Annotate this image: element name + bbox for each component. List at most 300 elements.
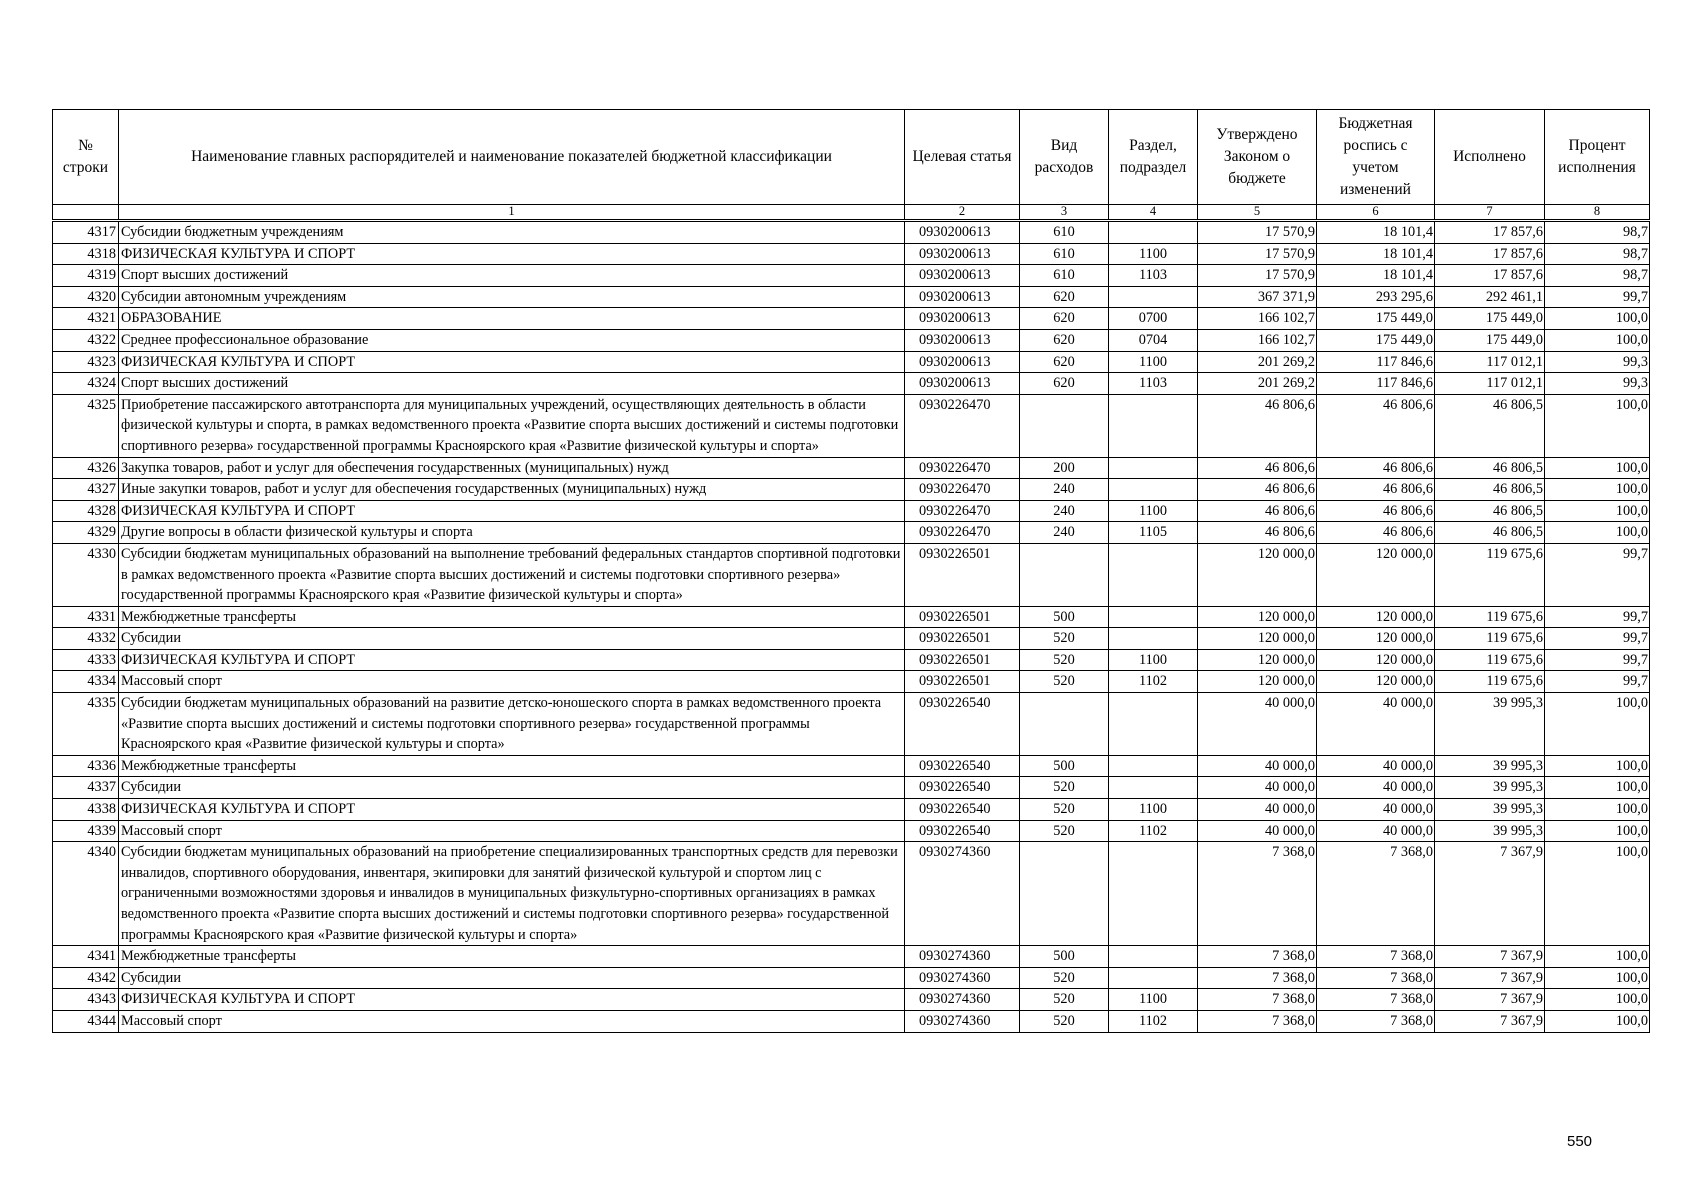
approved-amount-cell: 17 570,9 xyxy=(1198,221,1317,244)
row-name-cell: Межбюджетные трансферты xyxy=(119,755,905,777)
executed-amount-cell: 7 367,9 xyxy=(1435,989,1545,1011)
section-cell xyxy=(1109,946,1198,968)
expense-type-cell: 240 xyxy=(1020,500,1109,522)
row-number-cell: 4338 xyxy=(53,799,119,821)
approved-amount-cell: 46 806,6 xyxy=(1198,479,1317,501)
column-number-blank xyxy=(53,205,119,221)
approved-amount-cell: 201 269,2 xyxy=(1198,373,1317,395)
executed-amount-cell: 117 012,1 xyxy=(1435,351,1545,373)
approved-amount-cell: 120 000,0 xyxy=(1198,606,1317,628)
executed-amount-cell: 7 367,9 xyxy=(1435,967,1545,989)
section-cell xyxy=(1109,221,1198,244)
approved-amount-cell: 201 269,2 xyxy=(1198,351,1317,373)
expense-type-cell: 520 xyxy=(1020,649,1109,671)
schedule-amount-cell: 46 806,6 xyxy=(1317,457,1435,479)
percent-cell: 98,7 xyxy=(1545,221,1650,244)
row-name-cell: Субсидии бюджетным учреждениям xyxy=(119,221,905,244)
percent-cell: 100,0 xyxy=(1545,777,1650,799)
expense-type-cell: 520 xyxy=(1020,777,1109,799)
row-name-cell: ФИЗИЧЕСКАЯ КУЛЬТУРА И СПОРТ xyxy=(119,351,905,373)
table-row xyxy=(53,820,1650,842)
column-number: 6 xyxy=(1317,205,1435,221)
header-approved: Утверждено Законом о бюджете xyxy=(1198,110,1317,205)
executed-amount-cell: 17 857,6 xyxy=(1435,221,1545,244)
schedule-amount-cell: 175 449,0 xyxy=(1317,308,1435,330)
target-article-cell: 0930226501 xyxy=(905,671,1020,693)
table-row xyxy=(53,373,1650,395)
target-article-cell: 0930226540 xyxy=(905,799,1020,821)
percent-cell: 100,0 xyxy=(1545,989,1650,1011)
approved-amount-cell: 120 000,0 xyxy=(1198,671,1317,693)
row-number-cell: 4336 xyxy=(53,755,119,777)
expense-type-cell: 520 xyxy=(1020,799,1109,821)
row-number-cell: 4341 xyxy=(53,946,119,968)
table-row xyxy=(53,989,1650,1011)
target-article-cell: 0930226540 xyxy=(905,777,1020,799)
executed-amount-cell: 175 449,0 xyxy=(1435,308,1545,330)
section-cell: 1100 xyxy=(1109,799,1198,821)
approved-amount-cell: 166 102,7 xyxy=(1198,308,1317,330)
row-number-cell: 4328 xyxy=(53,500,119,522)
row-number-cell: 4333 xyxy=(53,649,119,671)
column-number: 1 xyxy=(119,205,905,221)
row-number-cell: 4324 xyxy=(53,373,119,395)
target-article-cell: 0930226470 xyxy=(905,479,1020,501)
table-row xyxy=(53,799,1650,821)
expense-type-cell: 500 xyxy=(1020,755,1109,777)
executed-amount-cell: 46 806,5 xyxy=(1435,394,1545,457)
expense-type-cell: 240 xyxy=(1020,479,1109,501)
row-name-cell: ФИЗИЧЕСКАЯ КУЛЬТУРА И СПОРТ xyxy=(119,799,905,821)
target-article-cell: 0930226470 xyxy=(905,394,1020,457)
expense-type-cell: 620 xyxy=(1020,329,1109,351)
expense-type-cell: 610 xyxy=(1020,221,1109,244)
executed-amount-cell: 7 367,9 xyxy=(1435,1010,1545,1032)
percent-cell: 99,7 xyxy=(1545,286,1650,308)
row-number-cell: 4321 xyxy=(53,308,119,330)
target-article-cell: 0930274360 xyxy=(905,967,1020,989)
column-number: 2 xyxy=(905,205,1020,221)
column-number: 5 xyxy=(1198,205,1317,221)
row-name-cell: Приобретение пассажирского автотранспорта для муниципальных учреждений, осуществляющих деятельность в области физической культуры и спорта, в рамках ведомственного проекта «Развитие спорта высших достижений и системы подготовки спортивного резерва» государственной программы Красноярского края «Развитие физической культуры и спорта» xyxy=(119,394,905,457)
schedule-amount-cell: 40 000,0 xyxy=(1317,693,1435,756)
schedule-amount-cell: 293 295,6 xyxy=(1317,286,1435,308)
expense-type-cell: 520 xyxy=(1020,820,1109,842)
row-name-cell: Спорт высших достижений xyxy=(119,265,905,287)
section-cell: 1102 xyxy=(1109,671,1198,693)
approved-amount-cell: 46 806,6 xyxy=(1198,500,1317,522)
table-row xyxy=(53,479,1650,501)
approved-amount-cell: 40 000,0 xyxy=(1198,820,1317,842)
percent-cell: 100,0 xyxy=(1545,967,1650,989)
table-row xyxy=(53,693,1650,756)
executed-amount-cell: 46 806,5 xyxy=(1435,500,1545,522)
column-number: 4 xyxy=(1109,205,1198,221)
header-executed: Исполнено xyxy=(1435,110,1545,205)
percent-cell: 100,0 xyxy=(1545,820,1650,842)
expense-type-cell xyxy=(1020,842,1109,946)
expense-type-cell: 610 xyxy=(1020,243,1109,265)
expense-type-cell: 520 xyxy=(1020,967,1109,989)
target-article-cell: 0930274360 xyxy=(905,989,1020,1011)
percent-cell: 100,0 xyxy=(1545,799,1650,821)
row-number-cell: 4343 xyxy=(53,989,119,1011)
schedule-amount-cell: 117 846,6 xyxy=(1317,373,1435,395)
expense-type-cell: 620 xyxy=(1020,308,1109,330)
executed-amount-cell: 17 857,6 xyxy=(1435,243,1545,265)
row-name-cell: Другие вопросы в области физической культуры и спорта xyxy=(119,522,905,544)
approved-amount-cell: 17 570,9 xyxy=(1198,243,1317,265)
approved-amount-cell: 46 806,6 xyxy=(1198,457,1317,479)
row-name-cell: ФИЗИЧЕСКАЯ КУЛЬТУРА И СПОРТ xyxy=(119,500,905,522)
percent-cell: 98,7 xyxy=(1545,243,1650,265)
schedule-amount-cell: 40 000,0 xyxy=(1317,755,1435,777)
row-name-cell: Субсидии xyxy=(119,777,905,799)
target-article-cell: 0930200613 xyxy=(905,308,1020,330)
percent-cell: 100,0 xyxy=(1545,329,1650,351)
section-cell xyxy=(1109,755,1198,777)
table-row xyxy=(53,967,1650,989)
target-article-cell: 0930226501 xyxy=(905,649,1020,671)
target-article-cell: 0930200613 xyxy=(905,243,1020,265)
percent-cell: 99,7 xyxy=(1545,543,1650,606)
section-cell xyxy=(1109,628,1198,650)
expense-type-cell: 520 xyxy=(1020,628,1109,650)
row-name-cell: Субсидии xyxy=(119,967,905,989)
section-cell: 1102 xyxy=(1109,820,1198,842)
expense-type-cell: 620 xyxy=(1020,373,1109,395)
row-number-cell: 4342 xyxy=(53,967,119,989)
table-row xyxy=(53,842,1650,946)
percent-cell: 100,0 xyxy=(1545,693,1650,756)
section-cell xyxy=(1109,457,1198,479)
schedule-amount-cell: 18 101,4 xyxy=(1317,243,1435,265)
table-row xyxy=(53,1010,1650,1032)
schedule-amount-cell: 117 846,6 xyxy=(1317,351,1435,373)
schedule-amount-cell: 18 101,4 xyxy=(1317,221,1435,244)
section-cell: 1100 xyxy=(1109,989,1198,1011)
row-name-cell: Субсидии автономным учреждениям xyxy=(119,286,905,308)
table-row xyxy=(53,543,1650,606)
approved-amount-cell: 40 000,0 xyxy=(1198,799,1317,821)
target-article-cell: 0930226540 xyxy=(905,820,1020,842)
row-number-cell: 4335 xyxy=(53,693,119,756)
header-target-article: Целевая статья xyxy=(905,110,1020,205)
table-row xyxy=(53,351,1650,373)
percent-cell: 100,0 xyxy=(1545,522,1650,544)
approved-amount-cell: 7 368,0 xyxy=(1198,842,1317,946)
schedule-amount-cell: 120 000,0 xyxy=(1317,628,1435,650)
target-article-cell: 0930226501 xyxy=(905,628,1020,650)
row-number-cell: 4337 xyxy=(53,777,119,799)
column-number: 7 xyxy=(1435,205,1545,221)
table-row xyxy=(53,243,1650,265)
target-article-cell: 0930226501 xyxy=(905,606,1020,628)
approved-amount-cell: 7 368,0 xyxy=(1198,967,1317,989)
schedule-amount-cell: 46 806,6 xyxy=(1317,522,1435,544)
executed-amount-cell: 119 675,6 xyxy=(1435,543,1545,606)
approved-amount-cell: 120 000,0 xyxy=(1198,649,1317,671)
approved-amount-cell: 40 000,0 xyxy=(1198,755,1317,777)
table-row xyxy=(53,265,1650,287)
target-article-cell: 0930274360 xyxy=(905,946,1020,968)
section-cell: 0704 xyxy=(1109,329,1198,351)
table-row xyxy=(53,457,1650,479)
percent-cell: 99,7 xyxy=(1545,628,1650,650)
percent-cell: 100,0 xyxy=(1545,394,1650,457)
percent-cell: 99,3 xyxy=(1545,373,1650,395)
page-number: 550 xyxy=(1567,1133,1593,1150)
section-cell xyxy=(1109,606,1198,628)
schedule-amount-cell: 120 000,0 xyxy=(1317,649,1435,671)
table-row xyxy=(53,946,1650,968)
executed-amount-cell: 119 675,6 xyxy=(1435,606,1545,628)
row-name-cell: Иные закупки товаров, работ и услуг для обеспечения государственных (муниципальных) нужд xyxy=(119,479,905,501)
target-article-cell: 0930200613 xyxy=(905,351,1020,373)
header-percent: Процент исполнения xyxy=(1545,110,1650,205)
row-number-cell: 4329 xyxy=(53,522,119,544)
target-article-cell: 0930200613 xyxy=(905,265,1020,287)
approved-amount-cell: 367 371,9 xyxy=(1198,286,1317,308)
expense-type-cell: 500 xyxy=(1020,606,1109,628)
section-cell: 0700 xyxy=(1109,308,1198,330)
column-number: 3 xyxy=(1020,205,1109,221)
schedule-amount-cell: 7 368,0 xyxy=(1317,1010,1435,1032)
target-article-cell: 0930200613 xyxy=(905,373,1020,395)
approved-amount-cell: 17 570,9 xyxy=(1198,265,1317,287)
section-cell: 1102 xyxy=(1109,1010,1198,1032)
section-cell xyxy=(1109,394,1198,457)
target-article-cell: 0930200613 xyxy=(905,221,1020,244)
percent-cell: 99,3 xyxy=(1545,351,1650,373)
schedule-amount-cell: 7 368,0 xyxy=(1317,946,1435,968)
row-name-cell: Среднее профессиональное образование xyxy=(119,329,905,351)
expense-type-cell xyxy=(1020,543,1109,606)
target-article-cell: 0930226501 xyxy=(905,543,1020,606)
section-cell: 1100 xyxy=(1109,649,1198,671)
target-article-cell: 0930274360 xyxy=(905,842,1020,946)
row-number-cell: 4317 xyxy=(53,221,119,244)
row-name-cell: Массовый спорт xyxy=(119,1010,905,1032)
table-row xyxy=(53,522,1650,544)
target-article-cell: 0930200613 xyxy=(905,329,1020,351)
row-name-cell: Межбюджетные трансферты xyxy=(119,946,905,968)
section-cell xyxy=(1109,777,1198,799)
section-cell xyxy=(1109,842,1198,946)
row-name-cell: Спорт высших достижений xyxy=(119,373,905,395)
section-cell: 1103 xyxy=(1109,373,1198,395)
row-name-cell: ФИЗИЧЕСКАЯ КУЛЬТУРА И СПОРТ xyxy=(119,989,905,1011)
row-number-cell: 4344 xyxy=(53,1010,119,1032)
table-row xyxy=(53,394,1650,457)
row-number-cell: 4331 xyxy=(53,606,119,628)
table-row xyxy=(53,755,1650,777)
approved-amount-cell: 40 000,0 xyxy=(1198,777,1317,799)
schedule-amount-cell: 40 000,0 xyxy=(1317,820,1435,842)
section-cell: 1100 xyxy=(1109,500,1198,522)
section-cell xyxy=(1109,286,1198,308)
schedule-amount-cell: 120 000,0 xyxy=(1317,671,1435,693)
executed-amount-cell: 119 675,6 xyxy=(1435,628,1545,650)
executed-amount-cell: 39 995,3 xyxy=(1435,777,1545,799)
target-article-cell: 0930274360 xyxy=(905,1010,1020,1032)
target-article-cell: 0930200613 xyxy=(905,286,1020,308)
header-row-no: № строки xyxy=(53,110,119,205)
percent-cell: 100,0 xyxy=(1545,1010,1650,1032)
executed-amount-cell: 7 367,9 xyxy=(1435,842,1545,946)
table-row xyxy=(53,221,1650,244)
table-row xyxy=(53,308,1650,330)
expense-type-cell: 200 xyxy=(1020,457,1109,479)
schedule-amount-cell: 40 000,0 xyxy=(1317,799,1435,821)
row-number-cell: 4330 xyxy=(53,543,119,606)
row-name-cell: Массовый спорт xyxy=(119,671,905,693)
percent-cell: 99,7 xyxy=(1545,671,1650,693)
executed-amount-cell: 119 675,6 xyxy=(1435,649,1545,671)
executed-amount-cell: 292 461,1 xyxy=(1435,286,1545,308)
schedule-amount-cell: 120 000,0 xyxy=(1317,543,1435,606)
approved-amount-cell: 120 000,0 xyxy=(1198,543,1317,606)
table-row xyxy=(53,329,1650,351)
target-article-cell: 0930226540 xyxy=(905,755,1020,777)
expense-type-cell: 620 xyxy=(1020,351,1109,373)
table-row xyxy=(53,628,1650,650)
column-number: 8 xyxy=(1545,205,1650,221)
percent-cell: 100,0 xyxy=(1545,842,1650,946)
row-number-cell: 4318 xyxy=(53,243,119,265)
executed-amount-cell: 39 995,3 xyxy=(1435,799,1545,821)
schedule-amount-cell: 46 806,6 xyxy=(1317,394,1435,457)
expense-type-cell xyxy=(1020,693,1109,756)
schedule-amount-cell: 46 806,6 xyxy=(1317,500,1435,522)
executed-amount-cell: 46 806,5 xyxy=(1435,522,1545,544)
section-cell xyxy=(1109,693,1198,756)
expense-type-cell: 620 xyxy=(1020,286,1109,308)
executed-amount-cell: 46 806,5 xyxy=(1435,479,1545,501)
header-row xyxy=(53,110,1650,205)
approved-amount-cell: 7 368,0 xyxy=(1198,946,1317,968)
row-name-cell: ОБРАЗОВАНИЕ xyxy=(119,308,905,330)
schedule-amount-cell: 46 806,6 xyxy=(1317,479,1435,501)
row-number-cell: 4320 xyxy=(53,286,119,308)
expense-type-cell: 500 xyxy=(1020,946,1109,968)
column-number-row xyxy=(53,205,1650,221)
row-number-cell: 4339 xyxy=(53,820,119,842)
section-cell xyxy=(1109,543,1198,606)
row-name-cell: Закупка товаров, работ и услуг для обеспечения государственных (муниципальных) нужд xyxy=(119,457,905,479)
row-number-cell: 4322 xyxy=(53,329,119,351)
expense-type-cell: 520 xyxy=(1020,1010,1109,1032)
expense-type-cell xyxy=(1020,394,1109,457)
schedule-amount-cell: 7 368,0 xyxy=(1317,842,1435,946)
percent-cell: 100,0 xyxy=(1545,479,1650,501)
budget-execution-table xyxy=(52,109,1650,1033)
executed-amount-cell: 119 675,6 xyxy=(1435,671,1545,693)
row-name-cell: ФИЗИЧЕСКАЯ КУЛЬТУРА И СПОРТ xyxy=(119,243,905,265)
table-body xyxy=(53,221,1650,1033)
percent-cell: 99,7 xyxy=(1545,649,1650,671)
row-name-cell: Массовый спорт xyxy=(119,820,905,842)
executed-amount-cell: 46 806,5 xyxy=(1435,457,1545,479)
row-number-cell: 4327 xyxy=(53,479,119,501)
target-article-cell: 0930226470 xyxy=(905,522,1020,544)
section-cell xyxy=(1109,967,1198,989)
executed-amount-cell: 7 367,9 xyxy=(1435,946,1545,968)
percent-cell: 100,0 xyxy=(1545,500,1650,522)
percent-cell: 100,0 xyxy=(1545,755,1650,777)
target-article-cell: 0930226470 xyxy=(905,500,1020,522)
expense-type-cell: 520 xyxy=(1020,989,1109,1011)
approved-amount-cell: 40 000,0 xyxy=(1198,693,1317,756)
table-row xyxy=(53,777,1650,799)
executed-amount-cell: 39 995,3 xyxy=(1435,820,1545,842)
approved-amount-cell: 120 000,0 xyxy=(1198,628,1317,650)
approved-amount-cell: 46 806,6 xyxy=(1198,394,1317,457)
executed-amount-cell: 17 857,6 xyxy=(1435,265,1545,287)
schedule-amount-cell: 175 449,0 xyxy=(1317,329,1435,351)
header-section: Раздел, подраздел xyxy=(1109,110,1198,205)
row-number-cell: 4323 xyxy=(53,351,119,373)
row-number-cell: 4319 xyxy=(53,265,119,287)
approved-amount-cell: 7 368,0 xyxy=(1198,989,1317,1011)
percent-cell: 99,7 xyxy=(1545,606,1650,628)
header-budget-schedule: Бюджетная роспись с учетом изменений xyxy=(1317,110,1435,205)
row-name-cell: Субсидии бюджетам муниципальных образований на развитие детско-юношеского спорта в рамках ведомственного проекта «Развитие спорта высших достижений и системы подготовки спортивного резерва» государственной программы Красноярского края «Развитие физической культуры и спорта» xyxy=(119,693,905,756)
row-number-cell: 4326 xyxy=(53,457,119,479)
percent-cell: 100,0 xyxy=(1545,308,1650,330)
schedule-amount-cell: 120 000,0 xyxy=(1317,606,1435,628)
row-number-cell: 4334 xyxy=(53,671,119,693)
row-name-cell: Субсидии бюджетам муниципальных образований на выполнение требований федеральных стандартов спортивной подготовки в рамках ведомственного проекта «Развитие спорта высших достижений и системы подготовки спортивного резерва» государственной программы Красноярского края «Развитие физической культуры и спорта» xyxy=(119,543,905,606)
target-article-cell: 0930226470 xyxy=(905,457,1020,479)
schedule-amount-cell: 18 101,4 xyxy=(1317,265,1435,287)
approved-amount-cell: 46 806,6 xyxy=(1198,522,1317,544)
row-number-cell: 4332 xyxy=(53,628,119,650)
table-row xyxy=(53,649,1650,671)
approved-amount-cell: 166 102,7 xyxy=(1198,329,1317,351)
percent-cell: 100,0 xyxy=(1545,457,1650,479)
header-name: Наименование главных распорядителей и наименование показателей бюджетной классификации xyxy=(119,110,905,205)
row-name-cell: Субсидии бюджетам муниципальных образований на приобретение специализированных транспортных средств для перевозки инвалидов, спортивного оборудования, инвентаря, экипировки для занятий физической культурой и спортом лиц с ограниченными возможностями здоровья и инвалидов в муниципальных физкультурно-спортивных организациях в рамках ведомственного проекта «Развитие спорта высших достижений и системы подготовки спортивного резерва» государственной программы Красноярского края «Развитие физической культуры и спорта» xyxy=(119,842,905,946)
executed-amount-cell: 39 995,3 xyxy=(1435,755,1545,777)
expense-type-cell: 520 xyxy=(1020,671,1109,693)
table-row xyxy=(53,286,1650,308)
target-article-cell: 0930226540 xyxy=(905,693,1020,756)
expense-type-cell: 240 xyxy=(1020,522,1109,544)
executed-amount-cell: 117 012,1 xyxy=(1435,373,1545,395)
expense-type-cell: 610 xyxy=(1020,265,1109,287)
header-expense-type: Вид расходов xyxy=(1020,110,1109,205)
table-row xyxy=(53,606,1650,628)
approved-amount-cell: 7 368,0 xyxy=(1198,1010,1317,1032)
table-row xyxy=(53,500,1650,522)
row-name-cell: Субсидии xyxy=(119,628,905,650)
row-number-cell: 4325 xyxy=(53,394,119,457)
section-cell: 1105 xyxy=(1109,522,1198,544)
row-name-cell: Межбюджетные трансферты xyxy=(119,606,905,628)
section-cell: 1100 xyxy=(1109,351,1198,373)
section-cell: 1103 xyxy=(1109,265,1198,287)
executed-amount-cell: 175 449,0 xyxy=(1435,329,1545,351)
schedule-amount-cell: 7 368,0 xyxy=(1317,989,1435,1011)
schedule-amount-cell: 7 368,0 xyxy=(1317,967,1435,989)
section-cell xyxy=(1109,479,1198,501)
percent-cell: 100,0 xyxy=(1545,946,1650,968)
schedule-amount-cell: 40 000,0 xyxy=(1317,777,1435,799)
percent-cell: 98,7 xyxy=(1545,265,1650,287)
executed-amount-cell: 39 995,3 xyxy=(1435,693,1545,756)
table-row xyxy=(53,671,1650,693)
